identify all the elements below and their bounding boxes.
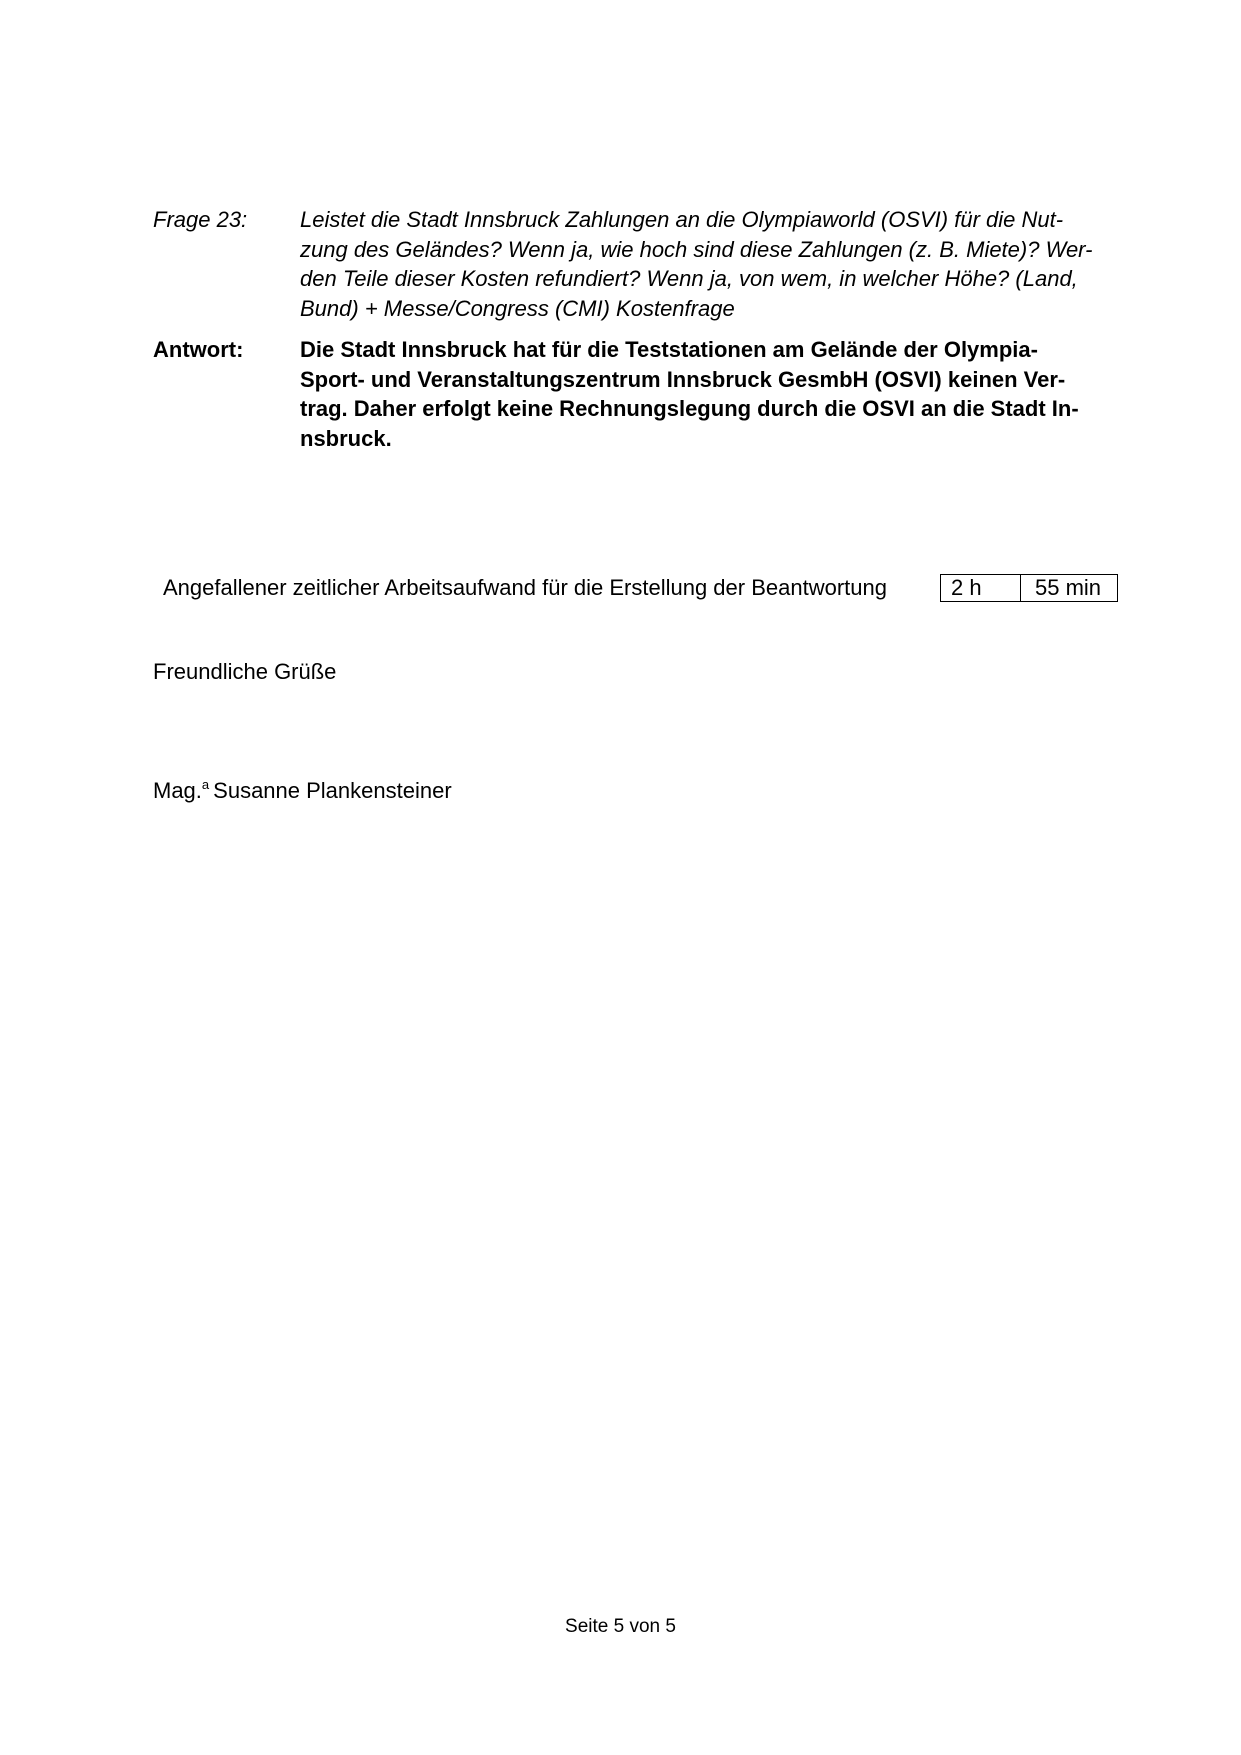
question-line: den Teile dieser Kosten refundiert? Wenn ja, von wem, in welcher Höhe? (Land, [300, 266, 1078, 291]
signature-title: Mag. [153, 778, 202, 803]
answer-label: Antwort: [153, 337, 244, 362]
effort-minutes: 55 min [1035, 575, 1102, 600]
signature-name: Susanne Plankensteiner [213, 778, 452, 803]
qa-section [153, 205, 1133, 453]
effort-hours: 2 h [941, 575, 1021, 601]
page-footer [0, 1615, 1241, 1639]
answer-line: trag. Daher erfolgt keine Rechnungslegung durch die OSVI an die Stadt In- [300, 396, 1079, 421]
question-label: Frage 23: [153, 207, 248, 232]
answer-row [153, 335, 1133, 453]
signature-title-suffix: a [201, 777, 210, 792]
effort-row [163, 574, 1118, 602]
answer-line: Sport- und Veranstaltungszentrum Innsbruck GesmbH (OSVI) keinen Ver- [300, 366, 1066, 392]
question-row [153, 205, 1133, 323]
closing-greeting: Freundliche Grüße [153, 659, 337, 684]
question-line: Leistet die Stadt Innsbruck Zahlungen an die Olympiaworld (OSVI) für die Nut- [300, 207, 1064, 232]
question-line: zung des Geländes? Wenn ja, wie hoch sind diese Zahlungen (z. B. Miete)? Wer- [300, 236, 1093, 262]
answer-text [300, 335, 1133, 453]
answer-line: nsbruck. [300, 425, 392, 451]
answer-line: Die Stadt Innsbruck hat für die Teststationen am Gelände der Olympia- [300, 337, 1038, 362]
question-line: Bund) + Messe/Congress (CMI) Kostenfrage [300, 295, 735, 321]
effort-label: Angefallener zeitlicher Arbeitsaufwand für die Erstellung der Beantwortung [163, 575, 887, 600]
signature [153, 770, 452, 806]
question-text [300, 205, 1133, 323]
effort-table [940, 574, 1118, 602]
page-number: Seite 5 von 5 [565, 1616, 676, 1637]
